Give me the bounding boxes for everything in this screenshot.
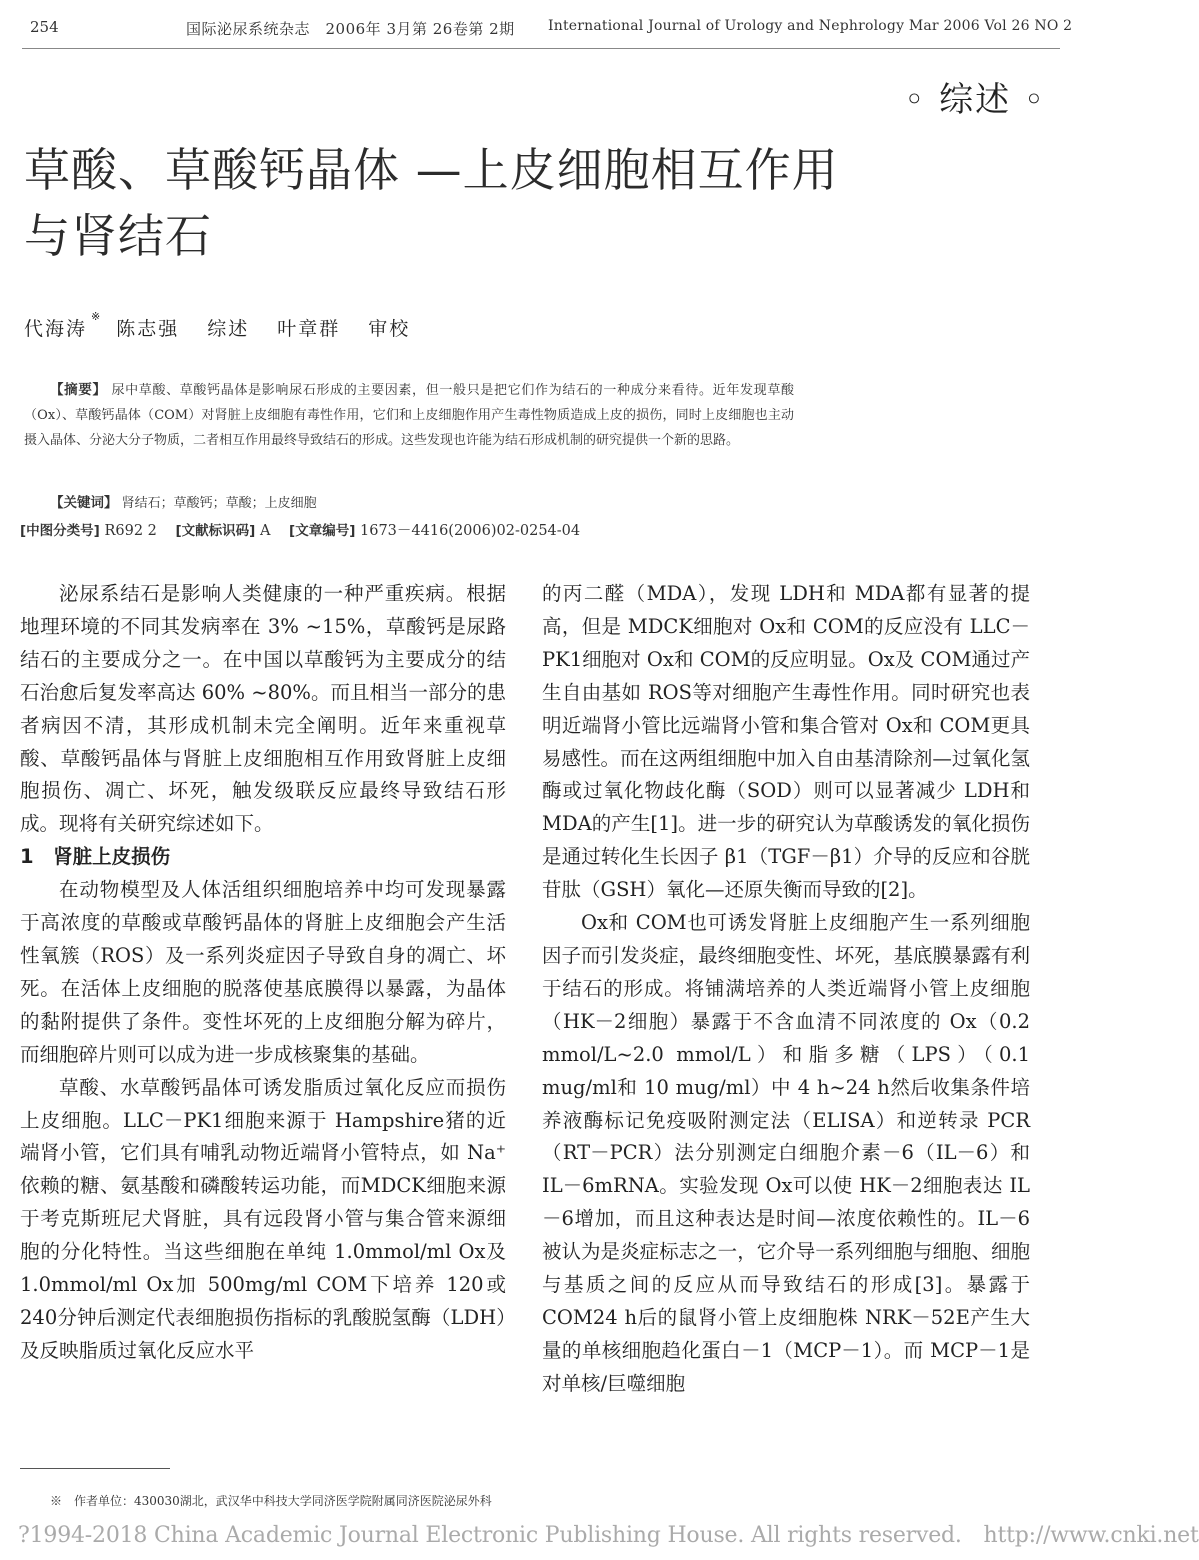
header-rule [22, 48, 1060, 49]
article-title-line-1: 草酸、草酸钙晶体 —上皮细胞相互作用 [24, 143, 839, 197]
clc-value: R692 2 [104, 523, 157, 539]
body-paragraph: Ox和 COM也可诱发肾脏上皮细胞产生一系列细胞因子而引发炎症，最终细胞变性、坏死，基底膜暴露有利于结石的形成。将铺满培养的人类近端肾小管上皮细胞（HK－2细胞）暴露于不含血清不同浓度的 Ox（0.2 mmol/L~2.0 mmol/L）和脂多糖（LPS）（0.1 mug/ml和 10 mug/ml）中 4 h~24 h然后收集条件培养液酶标记免疫吸附测定法（ELISA）和逆转录 PCR（RT－PCR）法分别测定白细胞介素－6（IL－6）和 IL－6mRNA。实验发现 Ox可以使 HK－2细胞表达 IL－6增加，而且这种表达是时间—浓度依赖性的。IL－6被认为是炎症标志之一，它介导一系列细胞与细胞、细胞与基质之间的反应从而导致结石的形成[3]。暴露于 COM24 h后的鼠肾小管上皮细胞株 NRK－52E产生大量的单核细胞趋化蛋白－1（MCP－1）。而 MCP－1是对单核/巨噬细胞 [542, 911, 1030, 1395]
body-paragraph: 在动物模型及人体活组织细胞培养中均可发现暴露于高浓度的草酸或草酸钙晶体的肾脏上皮细胞会产生活性氧簇（ROS）及一系列炎症因子导致自身的凋亡、坏死。在活体上皮细胞的脱落使基底膜得以暴露，为晶体的黏附提供了条件。变性坏死的上皮细胞分解为碎片，而细胞碎片则可以成为进一步成核聚集的基础。 [20, 878, 506, 1066]
author-line [24, 310, 411, 341]
author-name: 代海涛 [24, 318, 88, 340]
author-role: 审校 [368, 318, 411, 340]
copyright-watermark: ?1994-2018 China Academic Journal Electronic Publishing House. All rights reserved. http://www.cnki.net [18, 1523, 1199, 1548]
article-number-value: 1673－4416(2006)02-0254-04 [360, 523, 581, 539]
abstract-label: 【摘要】 [50, 382, 107, 398]
classification-line [20, 519, 580, 540]
journal-header-en: International Journal of Urology and Nephrology Mar 2006 Vol 26 NO 2 [548, 18, 1073, 34]
footnote-mark: ※ [91, 310, 103, 323]
page-number: 254 [30, 18, 59, 36]
body-column-right [542, 578, 1030, 1401]
author-affiliation-footnote: ※ 作者单位：430030湖北，武汉华中科技大学同济医学院附属同济医院泌尿外科 [50, 1494, 492, 1508]
keywords-label: 【关键词】 [50, 495, 118, 511]
author-name: 陈志强 [116, 318, 180, 340]
clc-label: [中图分类号] [20, 523, 100, 539]
article-title-line-2: 与肾结石 [24, 209, 212, 263]
footnote-rule [20, 1468, 170, 1469]
author-role: 综述 [207, 318, 250, 340]
doc-code-value: A [259, 523, 271, 539]
section-heading: 1 肾脏上皮损伤 [20, 845, 171, 869]
body-paragraph: 泌尿系结石是影响人类健康的一种严重疾病。根据地理环境的不同其发病率在 3% ~15%，草酸钙是尿路结石的主要成分之一。在中国以草酸钙为主要成分的结石治愈后复发率高达 60% ~80%。而且相当一部分的患者病因不清，其形成机制未完全阐明。近年来重视草酸、草酸钙晶体与肾脏上皮细胞相互作用致肾脏上皮细胞损伤、凋亡、坏死，触发级联反应最终导致结石形成。现将有关研究综述如下。 [20, 582, 506, 836]
doc-code-label: [文献标识码] [175, 523, 256, 539]
article-number-label: [文章编号] [289, 523, 356, 539]
body-column-left [20, 578, 506, 1368]
body-paragraph: 草酸、水草酸钙晶体可诱发脂质过氧化反应而损伤上皮细胞。LLC－PK1细胞来源于 Hampshire猪的近端肾小管，它们具有哺乳动物近端肾小管特点，如 Na⁺依赖的糖、氨基酸和磷酸转运功能，而MDCK细胞来源于考克斯班尼犬肾脏，具有远段肾小管与集合管来源细胞的分化特性。当这些细胞在单纯 1.0mmol/ml Ox及 1.0mmol/ml Ox加 500mg/ml COM下培养 120或 240分钟后测定代表细胞损伤指标的乳酸脱氢酶（LDH）及反映脂质过氧化反应水平 [20, 1075, 506, 1362]
body-paragraph: 的丙二醛（MDA），发现 LDH和 MDA都有显著的提高，但是 MDCK细胞对 Ox和 COM的反应没有 LLC－PK1细胞对 Ox和 COM的反应明显。Ox及 COM通过产生自由基如 ROS等对细胞产生毒性作用。同时研究也表明近端肾小管比远端肾小管和集合管对 Ox和 COM更具易感性。而在这两组细胞中加入自由基清除剂—过氧化氢酶或过氧化物歧化酶（SOD）则可以显著减少 LDH和 MDA的产生[1]。进一步的研究认为草酸诱发的氧化损伤是通过转化生长因子 β1（TGF－β1）介导的反应和谷胱苷肽（GSH）氧化—还原失衡而导致的[2]。 [542, 582, 1030, 902]
journal-header-cn: 国际泌尿系统杂志 2006年 3月第 26卷第 2期 [186, 20, 515, 38]
abstract-text: 尿中草酸、草酸钙晶体是影响尿石形成的主要因素，但一般只是把它们作为结石的一种成分来看待。近年发现草酸（Ox）、草酸钙晶体（COM）对肾脏上皮细胞有毒性作用，它们和上皮细胞作用产生毒性物质造成上皮的损伤，同时上皮细胞也主动摄入晶体、分泌大分子物质，二者相互作用最终导致结石的形成。这些发现也许能为结石形成机制的研究提供一个新的思路。 [24, 383, 794, 448]
keywords-text: 肾结石；草酸钙；草酸；上皮细胞 [121, 496, 317, 511]
keywords [50, 491, 317, 511]
author-name: 叶章群 [277, 318, 341, 340]
abstract [24, 378, 794, 453]
section-tag: ◦ 综述 ◦ [904, 80, 1046, 120]
